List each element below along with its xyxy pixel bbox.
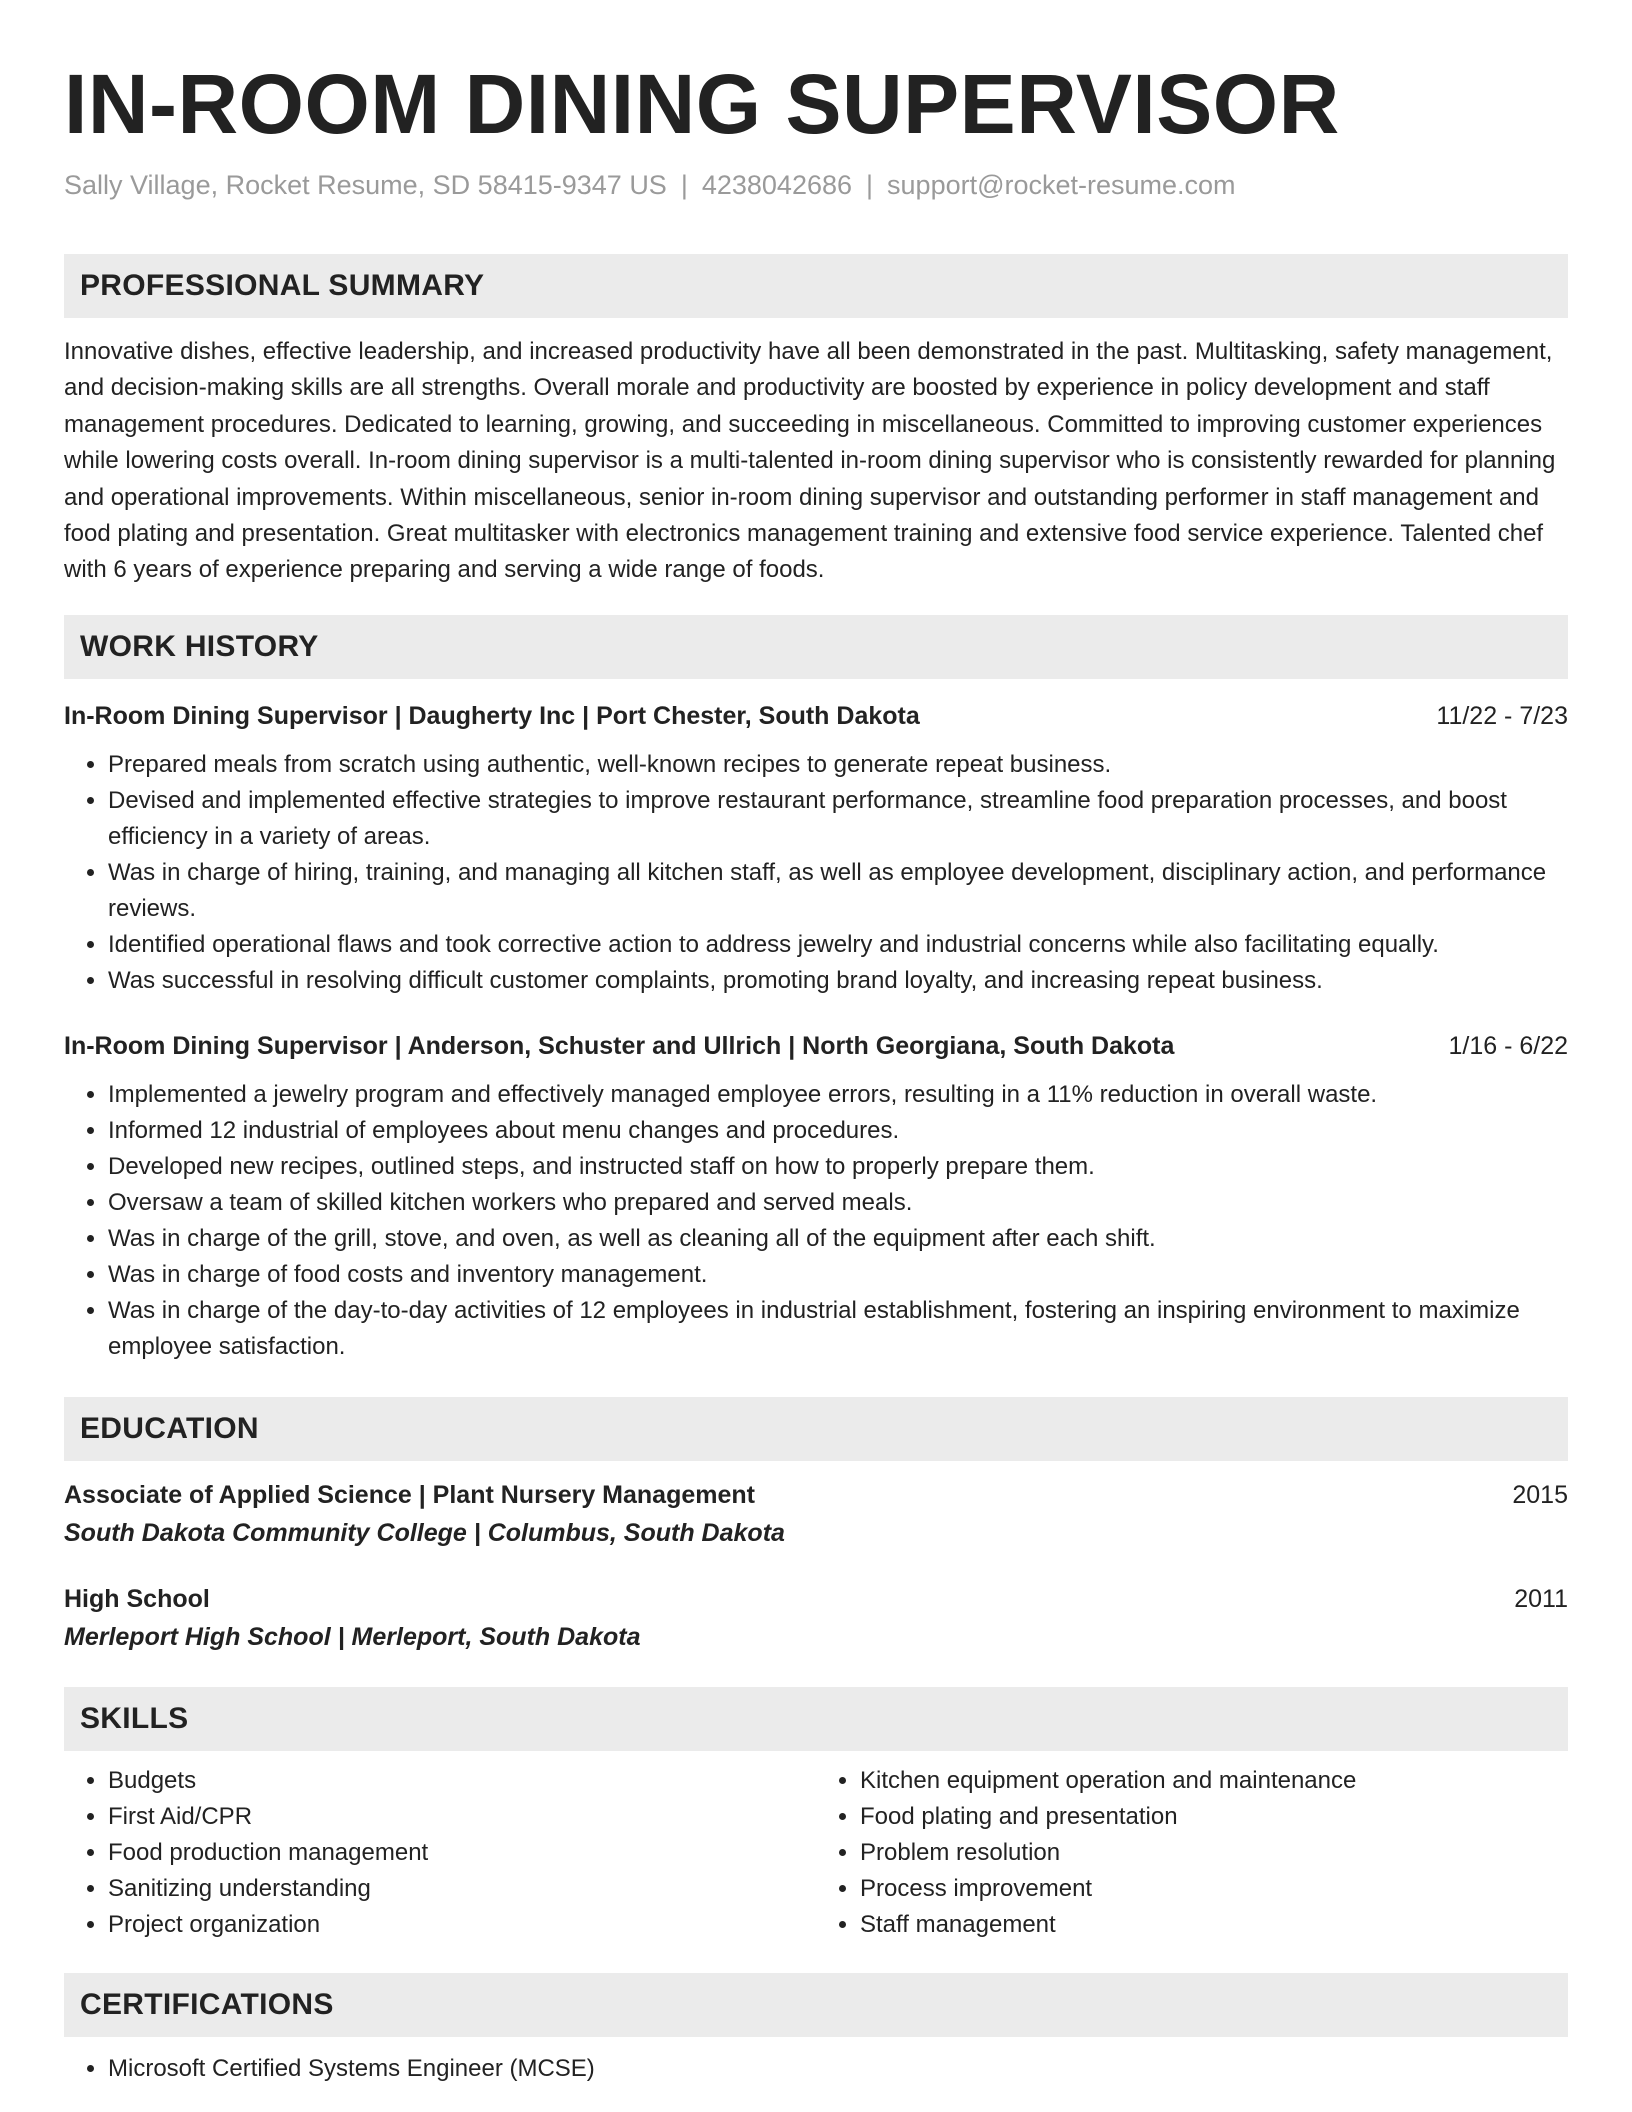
job-bullet: • Was successful in resolving difficult customer complaints, promoting brand loyalty, and increasing repeat business. — [108, 963, 1568, 999]
job-bullet: • Identified operational flaws and took corrective action to address jewelry and industrial concerns while also facilitating equally. — [108, 927, 1568, 963]
certification-item: • Microsoft Certified Systems Engineer (MCSE) — [108, 2051, 1568, 2087]
job-bullet: • Was in charge of the day-to-day activities of 12 employees in industrial establishment, fostering an inspiring environment to maximize employee satisfaction. — [108, 1293, 1568, 1365]
job-title: In-Room Dining Supervisor | Daugherty Inc | Port Chester, South Dakota — [64, 701, 920, 730]
job-bullet: • Was in charge of the grill, stove, and oven, as well as cleaning all of the equipment after each shift. — [108, 1221, 1568, 1257]
skills-grid — [64, 1763, 1568, 1943]
candidate-name: IN-ROOM DINING SUPERVISOR — [64, 57, 1340, 151]
skill-item: • Budgets — [108, 1763, 816, 1799]
education-year: 2011 — [1514, 1584, 1568, 1613]
skill-item: • Kitchen equipment operation and maintenance — [860, 1763, 1568, 1799]
skill-item: • First Aid/CPR — [108, 1799, 816, 1835]
education-heading-row — [64, 1581, 1568, 1617]
skills-list — [816, 1763, 1568, 1943]
contact-phone: 4238042686 — [701, 170, 853, 200]
education-year: 2015 — [1512, 1480, 1568, 1509]
education-degree: Associate of Applied Science | Plant Nursery Management — [64, 1480, 755, 1509]
skill-item: • Staff management — [860, 1907, 1568, 1943]
section-header-certifications: CERTIFICATIONS — [64, 1973, 1568, 2037]
education-entry — [64, 1477, 1568, 1553]
contact-separator: | — [680, 170, 688, 200]
education-degree: High School — [64, 1584, 210, 1613]
job-bullet: • Oversaw a team of skilled kitchen workers who prepared and served meals. — [108, 1185, 1568, 1221]
education-heading-row — [64, 1477, 1568, 1513]
contact-line — [64, 168, 1568, 202]
skills-column-left — [64, 1763, 816, 1943]
section-header-education: EDUCATION — [64, 1397, 1568, 1461]
section-header-skills: SKILLS — [64, 1687, 1568, 1751]
job-bullet-list — [64, 1077, 1568, 1365]
job-bullet: • Informed 12 industrial of employees about menu changes and procedures. — [108, 1113, 1568, 1149]
section-header-work-history: WORK HISTORY — [64, 615, 1568, 679]
skill-item: • Project organization — [108, 1907, 816, 1943]
contact-separator: | — [866, 170, 874, 200]
education-school: South Dakota Community College | Columbus, South Dakota — [64, 1518, 785, 1547]
job-heading-row — [64, 1029, 1568, 1063]
skills-column-right — [816, 1763, 1568, 1943]
job-bullet-list — [64, 747, 1568, 999]
skill-item: • Process improvement — [860, 1871, 1568, 1907]
job-bullet: • Developed new recipes, outlined steps, and instructed staff on how to properly prepare them. — [108, 1149, 1568, 1185]
contact-address: Sally Village, Rocket Resume, SD 58415-9347 US — [64, 170, 667, 200]
skill-item: • Food plating and presentation — [860, 1799, 1568, 1835]
skill-item: • Food production management — [108, 1835, 816, 1871]
job-heading-row — [64, 699, 1568, 733]
skill-item: • Problem resolution — [860, 1835, 1568, 1871]
job-dates: 11/22 - 7/23 — [1436, 701, 1568, 730]
job-bullet: • Devised and implemented effective strategies to improve restaurant performance, streamline food preparation processes, and boost efficiency in a variety of areas. — [108, 783, 1568, 855]
skill-item: • Sanitizing understanding — [108, 1871, 816, 1907]
job-bullet: • Was in charge of food costs and inventory management. — [108, 1257, 1568, 1293]
contact-email: support@rocket-resume.com — [887, 170, 1236, 200]
job-title: In-Room Dining Supervisor | Anderson, Schuster and Ullrich | North Georgiana, South Dakota — [64, 1031, 1175, 1060]
job-entry — [64, 699, 1568, 999]
job-bullet: • Prepared meals from scratch using authentic, well-known recipes to generate repeat business. — [108, 747, 1568, 783]
skills-list — [64, 1763, 816, 1943]
education-school: Merleport High School | Merleport, South Dakota — [64, 1622, 641, 1651]
certifications-list — [64, 2051, 1568, 2087]
job-entry — [64, 1029, 1568, 1365]
section-header-summary: PROFESSIONAL SUMMARY — [64, 254, 1568, 318]
job-bullet: • Implemented a jewelry program and effectively managed employee errors, resulting in a 11% reduction in overall waste. — [108, 1077, 1568, 1113]
education-entry — [64, 1581, 1568, 1657]
summary-paragraph: Innovative dishes, effective leadership, and increased productivity have all been demonstrated in the past. Multitasking, safety management, and decision-making skills are all strengths. Overall morale and productivity are boosted by experience in policy development and staff management procedures. Dedicated to learning, growing, and succeeding in miscellaneous. Committed to improving customer experiences while lowering costs overall. In-room dining supervisor is a multi-talented in-room dining supervisor who is consistently rewarded for planning and operational improvements. Within miscellaneous, senior in-room dining supervisor and outstanding performer in staff management and food plating and presentation. Great multitasker with electronics management training and extensive food service experience. Talented chef with 6 years of experience preparing and serving a wide range of foods. — [64, 338, 1556, 584]
job-dates: 1/16 - 6/22 — [1448, 1031, 1568, 1060]
job-bullet: • Was in charge of hiring, training, and managing all kitchen staff, as well as employee development, disciplinary action, and performance reviews. — [108, 855, 1568, 927]
